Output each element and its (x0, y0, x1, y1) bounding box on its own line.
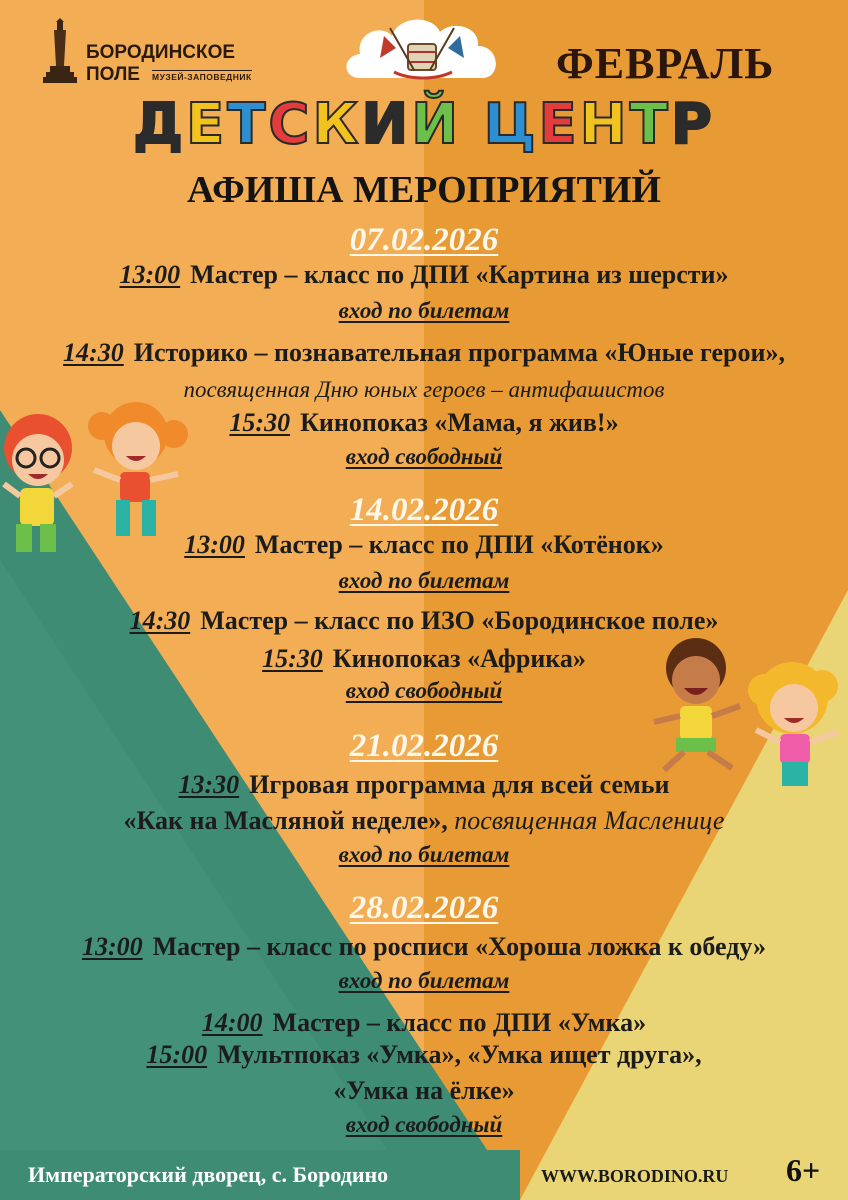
event-time: 13:00 (184, 530, 245, 559)
center-title-letter: Р (670, 92, 715, 157)
center-title-letter: Н (579, 92, 630, 157)
page-heading: АФИША МЕРОПРИЯТИЙ (187, 169, 661, 211)
event-time: 14:00 (201, 1008, 263, 1037)
entry-info: вход свободный (345, 444, 503, 469)
event-title: Кинопоказ «Мама, я жив!» (300, 408, 619, 437)
footer-website: WWW.BORODINO.RU (541, 1166, 729, 1186)
event-time: 15:30 (229, 408, 291, 437)
event-note: посвященная Масленице (454, 806, 725, 835)
event-title: Мультпоказ «Умка», «Умка ищет друга», (217, 1040, 702, 1069)
event-line (0, 1008, 848, 1038)
boy-illustration (650, 632, 746, 778)
month-title: ФЕВРАЛЬ (556, 39, 775, 88)
event-date: 07.02.2026 (349, 222, 499, 258)
event-line (0, 806, 848, 836)
center-title-letter: Й (411, 92, 462, 157)
event-title: Кинопоказ «Африка» (332, 644, 586, 673)
event-time: 13:00 (81, 932, 143, 961)
event-line (0, 1076, 848, 1106)
center-title-letter: И (361, 92, 412, 157)
event-title: Игровая программа для всей семьи (249, 770, 670, 799)
logo-subtitle: МУЗЕЙ-ЗАПОВЕДНИК (152, 72, 252, 82)
event-time: 15:30 (262, 644, 323, 673)
logo-title-line1: БОРОДИНСКОЕ (86, 42, 236, 63)
logo-title-line2: ПОЛЕ (86, 64, 140, 85)
age-rating-badge: 6+ (786, 1152, 821, 1188)
center-title-letter: С (268, 92, 313, 157)
event-title: «Как на Масляной неделе», (123, 806, 448, 835)
center-title-letter: Е (185, 92, 228, 157)
event-title: Мастер – класс по ДПИ «Котёнок» (254, 530, 664, 559)
entry-info: вход по билетам (338, 298, 510, 323)
center-title-letter: Т (227, 92, 269, 157)
boy-with-glasses-illustration (0, 400, 80, 560)
event-title: Историко – познавательная программа «Юные герои», (133, 338, 785, 367)
event-title: Мастер – класс по ДПИ «Умка» (272, 1008, 647, 1037)
center-title-letter: Ц (483, 92, 539, 157)
event-line (0, 1040, 848, 1070)
event-line (0, 338, 848, 368)
event-title: Мастер – класс по росписи «Хороша ложка к обеду» (152, 932, 767, 961)
center-title-letter (461, 92, 484, 157)
event-time: 14:30 (129, 606, 191, 635)
center-title-letter: Д (133, 92, 186, 157)
event-time: 13:00 (119, 260, 181, 289)
entry-info: вход по билетам (338, 842, 510, 867)
entry-info: вход свободный (345, 678, 503, 703)
girl-illustration (86, 390, 190, 550)
center-title-letter: Е (538, 92, 580, 157)
event-time: 13:30 (178, 770, 240, 799)
entry-info: вход свободный (345, 1112, 503, 1137)
center-title-letter: К (312, 92, 362, 157)
center-title-letter: Т (629, 92, 671, 157)
footer-address: Императорский дворец, с. Бородино (28, 1162, 389, 1187)
event-date: 14.02.2026 (349, 492, 499, 528)
drum-emblem-icon (340, 8, 505, 90)
event-line (0, 260, 848, 290)
event-line (0, 932, 848, 962)
entry-info: вход по билетам (338, 968, 510, 993)
event-note: посвященная Дню юных героев – антифашистов (183, 377, 665, 402)
center-title (0, 92, 848, 157)
entry-info: вход по билетам (338, 568, 510, 593)
event-title: Мастер – класс по ДПИ «Картина из шерсти» (190, 260, 729, 289)
event-title: Мастер – класс по ИЗО «Бородинское поле» (200, 606, 719, 635)
event-date: 21.02.2026 (349, 728, 499, 764)
event-time: 14:30 (63, 338, 124, 367)
event-time: 15:00 (146, 1040, 208, 1069)
curly-girl-illustration (742, 654, 846, 804)
event-title: «Умка на ёлке» (333, 1076, 515, 1105)
event-date: 28.02.2026 (349, 890, 499, 926)
monument-logo-icon (42, 16, 78, 88)
